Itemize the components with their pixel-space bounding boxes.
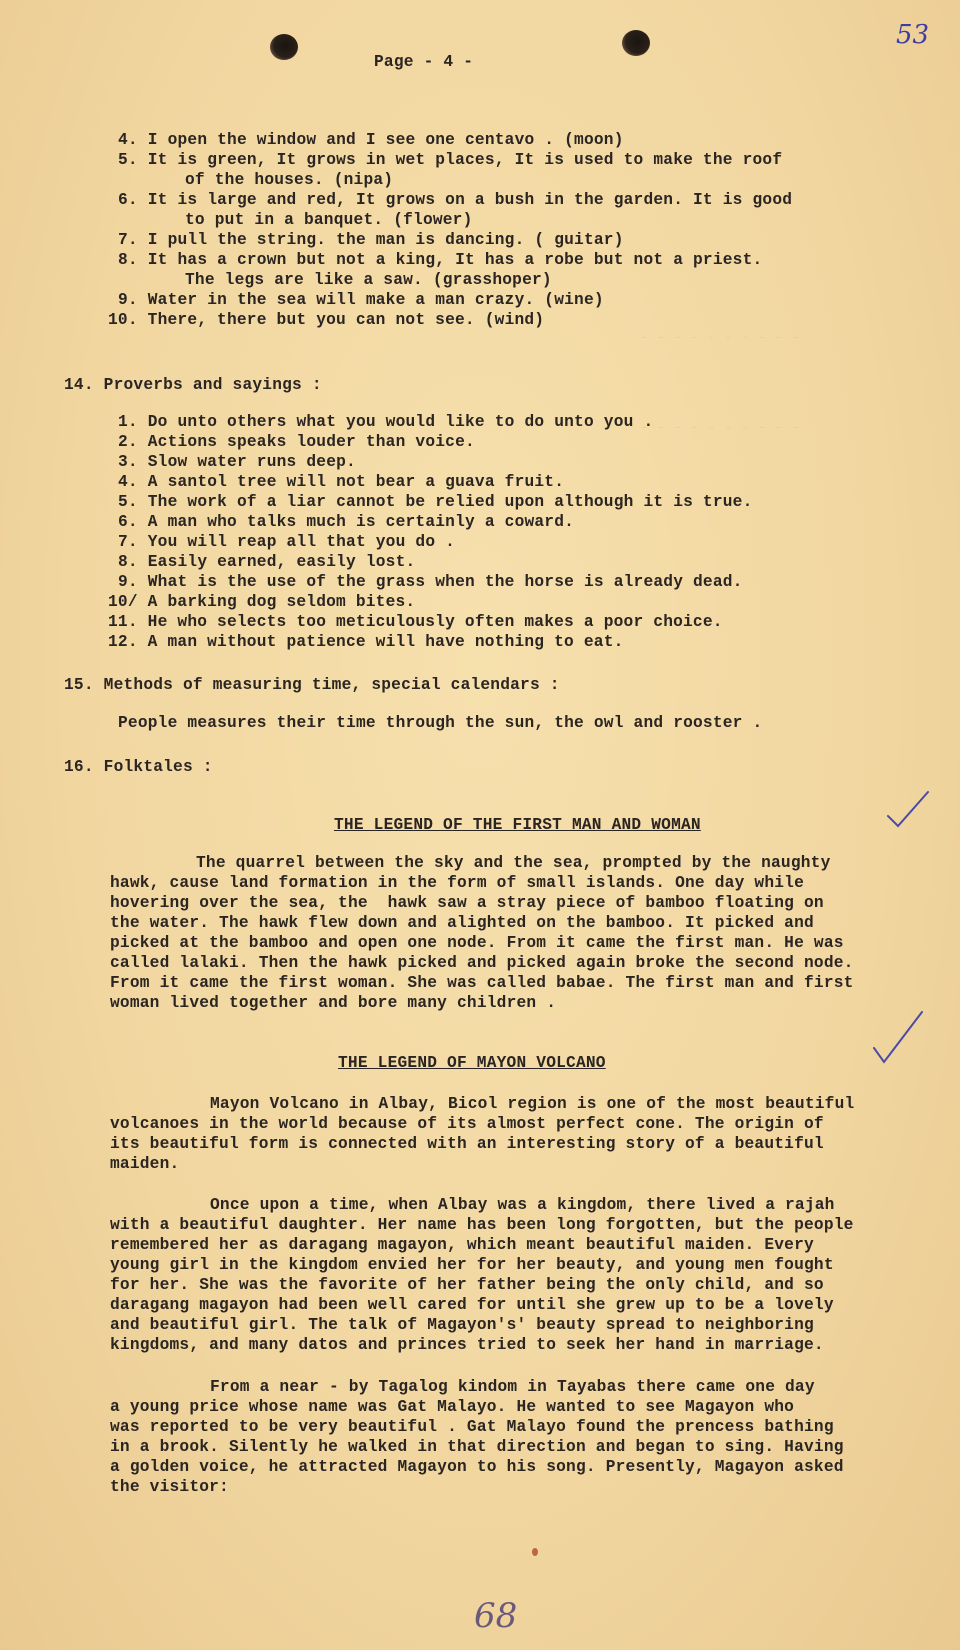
handwritten-page-number: 68 — [474, 1596, 518, 1636]
legend-line: From a near - by Tagalog kindom in Tayabas there came one day — [210, 1378, 815, 1396]
legend-line: woman lived together and bore many children . — [110, 994, 557, 1012]
legend-line: kingdoms, and many datos and princes tried to seek her hand in marriage. — [110, 1336, 824, 1354]
legend-line: the water. The hawk flew down and alighted on the bamboo. It picked and — [110, 914, 814, 932]
legend-line: a young price whose name was Gat Malayo. He wanted to see Magayon who — [110, 1398, 795, 1416]
proverb-item: 6. A man who talks much is certainly a coward. — [118, 513, 575, 531]
legend-line: remembered her as daragang magayon, which meant beautiful maiden. Every — [110, 1236, 814, 1254]
legend-line: Mayon Volcano in Albay, Bicol region is one of the most beautiful — [210, 1095, 855, 1113]
legend-line: was reported to be very beautiful . Gat Malayo found the prencess bathing — [110, 1418, 834, 1436]
legend-line: a golden voice, he attracted Magayon to his song. Presently, Magayon asked — [110, 1458, 844, 1476]
legend-line: with a beautiful daughter. Her name has been long forgotten, but the people — [110, 1216, 854, 1234]
riddle-line: 4. I open the window and I see one centavo . (moon) — [118, 131, 624, 149]
bleed-through-text: - - - - - - - - - - — [640, 330, 800, 346]
proverb-item: 10/ A barking dog seldom bites. — [108, 593, 416, 611]
punch-hole-right — [622, 30, 650, 56]
body-text: People measures their time through the sun, the owl and rooster . — [118, 714, 763, 732]
riddle-line: 5. It is green, It grows in wet places, It is used to make the roof — [118, 151, 783, 169]
legend-line: in a brook. Silently he walked in that direction and began to sing. Having — [110, 1438, 844, 1456]
legend-title: THE LEGEND OF MAYON VOLCANO — [338, 1054, 606, 1072]
section-heading: 16. Folktales : — [64, 758, 213, 776]
ink-stain — [532, 1548, 538, 1556]
legend-line: daragang magayon had been well cared for until she grew up to be a lovely — [110, 1296, 834, 1314]
proverb-item: 7. You will reap all that you do . — [118, 533, 456, 551]
riddle-line: 8. It has a crown but not a king, It has a robe but not a priest. — [118, 251, 763, 269]
section-heading: 15. Methods of measuring time, special calendars : — [64, 676, 560, 694]
riddle-line: 10. There, there but you can not see. (wind) — [108, 311, 545, 329]
proverb-item: 8. Easily earned, easily lost. — [118, 553, 416, 571]
legend-line: its beautiful form is connected with an interesting story of a beautiful — [110, 1135, 824, 1153]
legend-line: the visitor: — [110, 1478, 229, 1496]
legend-line: hovering over the sea, the hawk saw a stray piece of bamboo floating on — [110, 894, 824, 912]
legend-line: maiden. — [110, 1155, 180, 1173]
legend-line: hawk, cause land formation in the form of small islands. One day while — [110, 874, 804, 892]
section-heading: 14. Proverbs and sayings : — [64, 376, 322, 394]
proverb-item: 2. Actions speaks louder than voice. — [118, 433, 475, 451]
legend-line: and beautiful girl. The talk of Magayon's' beauty spread to neighboring — [110, 1316, 814, 1334]
riddle-line: 9. Water in the sea will make a man crazy. (wine) — [118, 291, 604, 309]
proverb-item: 9. What is the use of the grass when the horse is already dead. — [118, 573, 743, 591]
proverb-item: 4. A santol tree will not bear a guava fruit. — [118, 473, 565, 491]
legend-line: The quarrel between the sky and the sea, prompted by the naughty — [196, 854, 831, 872]
check-mark-icon — [872, 1010, 924, 1066]
proverb-item: 3. Slow water runs deep. — [118, 453, 356, 471]
check-mark-icon — [886, 790, 930, 830]
legend-line: volcanoes in the world because of its almost perfect cone. The origin of — [110, 1115, 824, 1133]
folio-number: 53 — [896, 20, 930, 50]
legend-line: called lalaki. Then the hawk picked and picked again broke the second node. — [110, 954, 854, 972]
legend-title: THE LEGEND OF THE FIRST MAN AND WOMAN — [334, 816, 701, 834]
legend-line: picked at the bamboo and open one node. From it came the first man. He was — [110, 934, 844, 952]
bleed-through-text: - - - - - - - - - - — [640, 420, 800, 436]
proverb-item: 1. Do unto others what you would like to do unto you . — [118, 413, 654, 431]
proverb-item: 11. He who selects too meticulously often makes a poor choice. — [108, 613, 723, 631]
legend-line: for her. She was the favorite of her father being the only child, and so — [110, 1276, 824, 1294]
legend-line: young girl in the kingdom envied her for her beauty, and young men fought — [110, 1256, 834, 1274]
riddle-line: 6. It is large and red, It grows on a bush in the garden. It is good — [118, 191, 793, 209]
proverb-item: 5. The work of a liar cannot be relied upon although it is true. — [118, 493, 753, 511]
riddle-line: The legs are like a saw. (grasshoper) — [185, 271, 552, 289]
riddle-line: 7. I pull the string. the man is dancing. ( guitar) — [118, 231, 624, 249]
legend-line: From it came the first woman. She was called babae. The first man and first — [110, 974, 854, 992]
punch-hole-left — [270, 34, 298, 60]
proverb-item: 12. A man without patience will have nothing to eat. — [108, 633, 624, 651]
page-label: Page - 4 - — [374, 53, 474, 71]
riddle-line: of the houses. (nipa) — [185, 171, 394, 189]
riddle-line: to put in a banquet. (flower) — [185, 211, 473, 229]
legend-line: Once upon a time, when Albay was a kingdom, there lived a rajah — [210, 1196, 835, 1214]
